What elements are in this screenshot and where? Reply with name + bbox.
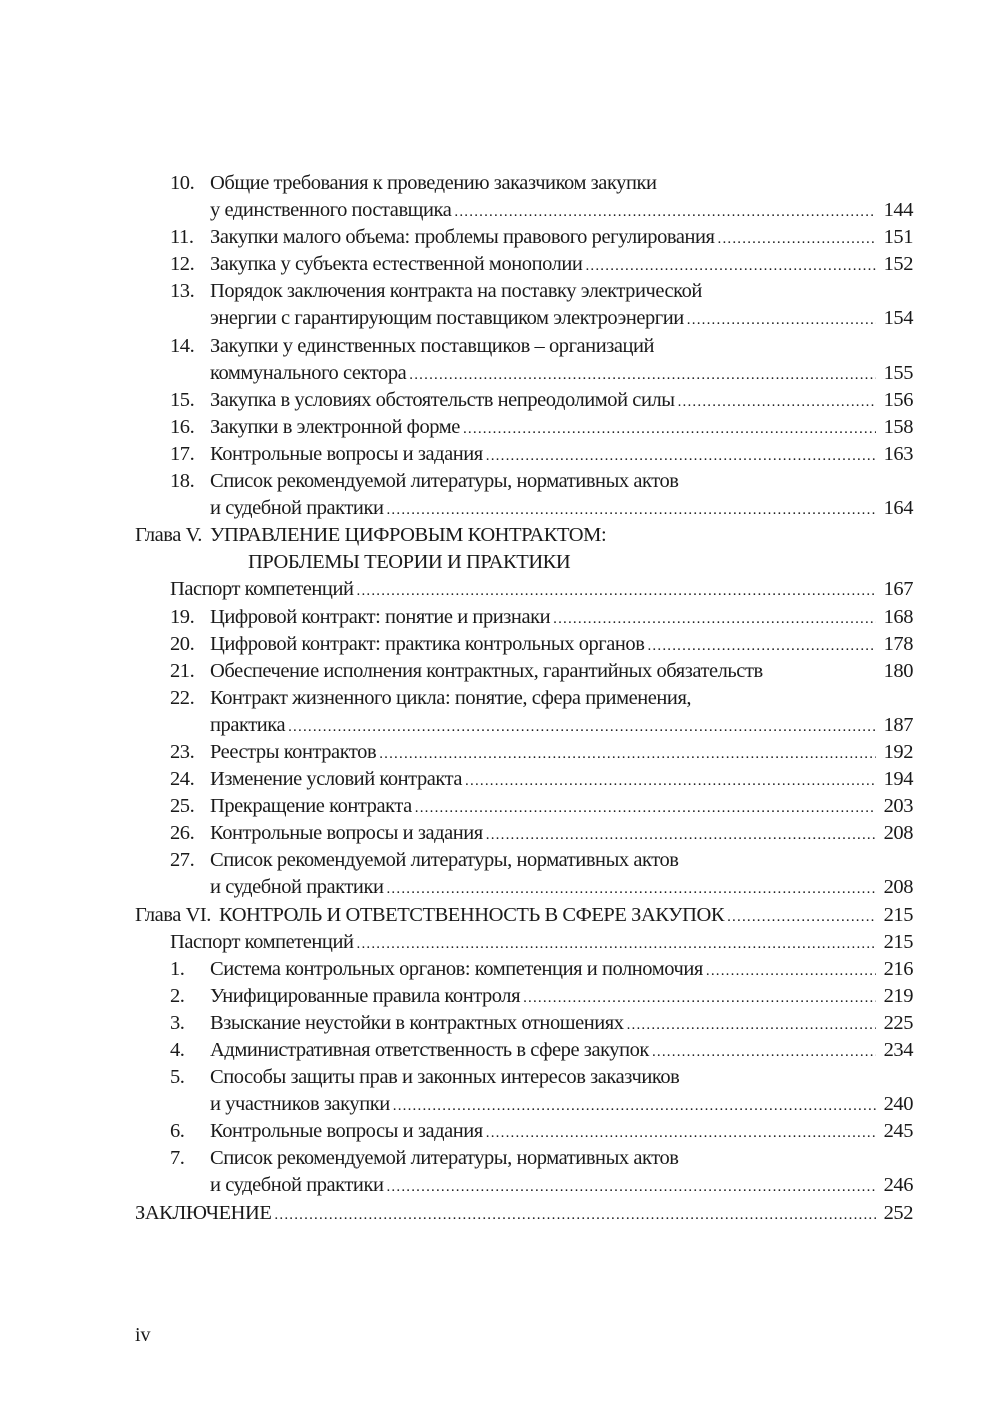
entry-number: 3.	[170, 1011, 185, 1034]
toc-entry[interactable]	[135, 387, 913, 414]
page-number-ref: 180	[883, 659, 913, 682]
entry-number: 26.	[170, 822, 195, 845]
page-number-ref: 164	[883, 497, 913, 520]
toc-entry[interactable]	[135, 333, 913, 387]
entry-title: Список рекомендуемой литературы, нормативных актов	[210, 1147, 679, 1170]
entry-number: 12.	[170, 253, 195, 276]
entry-number: 5.	[170, 1066, 185, 1089]
entry-number: 27.	[170, 849, 195, 872]
toc-line	[135, 712, 913, 739]
toc-line	[135, 874, 913, 901]
entry-title: Закупка в условиях обстоятельств непреодолимой силы	[210, 388, 675, 411]
dot-leader	[463, 416, 876, 443]
entry-title: ЗАКЛЮЧЕНИЕ	[135, 1201, 272, 1224]
page-number-ref: 156	[883, 388, 913, 411]
dot-leader	[386, 497, 876, 524]
page-number-ref: 246	[883, 1174, 913, 1197]
toc-entry[interactable]	[135, 1118, 913, 1145]
dot-leader	[647, 633, 876, 660]
entry-number: 17.	[170, 442, 195, 465]
entry-title: Реестры контрактов	[210, 740, 377, 763]
page-number: iv	[135, 1324, 151, 1346]
entry-title: Обеспечение исполнения контрактных, гарантийных обязательств	[210, 659, 763, 682]
page-number-ref: 163	[883, 442, 913, 465]
toc-line	[135, 685, 913, 712]
entry-title: Прекращение контракта	[210, 795, 412, 818]
toc-line	[135, 170, 913, 197]
entry-number: 24.	[170, 768, 195, 791]
toc-entry[interactable]	[135, 766, 913, 793]
toc-line	[135, 360, 913, 387]
page-number-ref: 158	[883, 415, 913, 438]
toc-line	[135, 956, 913, 983]
dot-leader	[386, 1174, 876, 1201]
toc-entry[interactable]	[135, 631, 913, 658]
page-number-ref: 208	[883, 822, 913, 845]
dot-leader	[706, 958, 876, 985]
dot-leader	[357, 578, 877, 605]
toc-line	[135, 1010, 913, 1037]
entry-number: 18.	[170, 470, 195, 493]
toc-entry[interactable]	[135, 929, 913, 956]
toc-entry[interactable]	[135, 251, 913, 278]
toc-line	[135, 549, 913, 576]
toc-line	[135, 441, 913, 468]
entry-title: Взыскание неустойки в контрактных отношениях	[210, 1011, 624, 1034]
entry-title: и участников закупки	[210, 1093, 390, 1116]
toc-line	[135, 847, 913, 874]
toc-entry[interactable]	[135, 170, 913, 224]
toc-entry[interactable]	[135, 983, 913, 1010]
page-number-ref: 167	[883, 578, 913, 601]
toc-entry[interactable]	[135, 576, 913, 603]
page-number-ref: 178	[883, 632, 913, 655]
table-of-contents	[135, 170, 913, 1227]
toc-line	[135, 658, 913, 685]
toc-line	[135, 1037, 913, 1064]
toc-chapter[interactable]	[135, 522, 913, 576]
toc-line	[135, 251, 913, 278]
toc-line	[135, 387, 913, 414]
entry-title: ПРОБЛЕМЫ ТЕОРИИ И ПРАКТИКИ	[248, 551, 571, 574]
toc-line	[135, 929, 913, 956]
page-number-ref: 192	[883, 740, 913, 763]
dot-leader	[727, 904, 876, 931]
page-number-ref: 151	[883, 226, 913, 249]
toc-line	[135, 1200, 913, 1227]
entry-number: 25.	[170, 795, 195, 818]
entry-title: КОНТРОЛЬ И ОТВЕТСТВЕННОСТЬ В СФЕРЕ ЗАКУПОК	[218, 903, 725, 926]
entry-number: 2.	[170, 984, 185, 1007]
entry-title: Контрольные вопросы и задания	[210, 1120, 483, 1143]
toc-entry[interactable]	[135, 1200, 913, 1227]
dot-leader	[486, 1120, 876, 1147]
entry-title: практика	[210, 713, 286, 736]
entry-title: Контрольные вопросы и задания	[210, 822, 483, 845]
dot-leader	[386, 876, 876, 903]
entry-number: 20.	[170, 632, 195, 655]
toc-line	[135, 766, 913, 793]
toc-line	[135, 1091, 913, 1118]
entry-number: 10.	[170, 172, 195, 194]
toc-line	[135, 414, 913, 441]
toc-line	[135, 495, 913, 522]
page-number-ref: 144	[883, 199, 913, 222]
dot-leader	[585, 253, 876, 280]
toc-entry[interactable]	[135, 820, 913, 847]
entry-title: УПРАВЛЕНИЕ ЦИФРОВЫМ КОНТРАКТОМ:	[209, 524, 607, 547]
toc-entry[interactable]	[135, 685, 913, 739]
toc-line	[135, 983, 913, 1010]
entry-number: 14.	[170, 334, 195, 357]
toc-entry[interactable]	[135, 468, 913, 522]
toc-line	[135, 468, 913, 495]
toc-line	[135, 902, 913, 929]
page-number-ref: 203	[883, 795, 913, 818]
toc-entry[interactable]	[135, 793, 913, 820]
entry-title: Закупка у субъекта естественной монополии	[210, 253, 583, 276]
entry-number: 22.	[170, 686, 195, 709]
entry-number: 15.	[170, 388, 195, 411]
dot-leader	[465, 768, 876, 795]
toc-entry[interactable]	[135, 414, 913, 441]
toc-line	[135, 793, 913, 820]
toc-line	[135, 1118, 913, 1145]
entry-number: 11.	[170, 226, 194, 249]
dot-leader	[379, 741, 876, 768]
toc-line	[135, 305, 913, 332]
dot-leader	[627, 1012, 876, 1039]
entry-title: Общие требования к проведению заказчиком закупки	[210, 172, 657, 194]
toc-line	[135, 739, 913, 766]
page-number-ref: 225	[883, 1011, 913, 1034]
page-number-ref: 152	[883, 253, 913, 276]
toc-entry[interactable]	[135, 441, 913, 468]
dot-leader	[274, 1202, 876, 1229]
toc-entry[interactable]	[135, 604, 913, 631]
toc-entry[interactable]	[135, 1037, 913, 1064]
entry-title: энергии с гарантирующим поставщиком электроэнергии	[210, 307, 684, 330]
dot-leader	[523, 985, 876, 1012]
page-number-ref: 216	[883, 957, 913, 980]
page-number-ref: 194	[883, 768, 913, 791]
page-number-ref: 155	[883, 361, 913, 384]
toc-line	[135, 278, 913, 305]
entry-title: Закупки малого объема: проблемы правового регулирования	[210, 226, 715, 249]
entry-title: Закупки в электронной форме	[210, 415, 460, 438]
toc-entry[interactable]	[135, 739, 913, 766]
dot-leader	[393, 1093, 876, 1120]
toc-line	[135, 576, 913, 603]
toc-line	[135, 522, 913, 549]
page-number-ref: 187	[883, 713, 913, 736]
entry-title: Список рекомендуемой литературы, нормативных актов	[210, 849, 679, 872]
dot-leader	[357, 931, 877, 958]
dot-leader	[652, 1039, 876, 1066]
dot-leader	[415, 795, 876, 822]
chapter-label: Глава V.	[135, 524, 202, 547]
toc-line	[135, 604, 913, 631]
page-number-ref: 234	[883, 1039, 913, 1061]
entry-number: 1.	[170, 957, 185, 980]
page-number-ref: 215	[883, 930, 913, 953]
entry-title: Система контрольных органов: компетенция и полномочия	[210, 957, 703, 980]
page-number-ref: 208	[883, 876, 913, 899]
page-number-ref: 168	[883, 605, 913, 628]
page-number-ref: 240	[883, 1093, 913, 1116]
dot-leader	[687, 307, 876, 334]
toc-entry[interactable]	[135, 224, 913, 251]
toc-line	[135, 333, 913, 360]
toc-line	[135, 820, 913, 847]
dot-leader	[288, 714, 876, 741]
page-number-ref: 219	[883, 984, 913, 1007]
toc-entry[interactable]	[135, 847, 913, 901]
toc-line	[135, 1172, 913, 1199]
toc-entry[interactable]	[135, 1145, 913, 1199]
dot-leader	[454, 199, 876, 226]
toc-entry[interactable]	[135, 278, 913, 332]
toc-entry[interactable]	[135, 658, 913, 685]
entry-number: 4.	[170, 1039, 185, 1061]
entry-title: Способы защиты прав и законных интересов заказчиков	[210, 1066, 680, 1089]
entry-title: и судебной практики	[210, 1174, 384, 1197]
entry-title: Контрольные вопросы и задания	[210, 442, 483, 465]
entry-title: коммунального сектора	[210, 361, 407, 384]
toc-chapter[interactable]	[135, 902, 913, 929]
entry-title: Цифровой контракт: понятие и признаки	[210, 605, 551, 628]
dot-leader	[486, 822, 876, 849]
entry-title: Контракт жизненного цикла: понятие, сфера применения,	[210, 686, 692, 709]
toc-entry[interactable]	[135, 956, 913, 983]
entry-title: Изменение условий контракта	[210, 768, 463, 791]
dot-leader	[678, 389, 876, 416]
toc-entry[interactable]	[135, 1064, 913, 1118]
entry-title: и судебной практики	[210, 497, 384, 520]
page-number-ref: 154	[883, 307, 913, 330]
entry-title: Порядок заключения контракта на поставку электрической	[210, 280, 702, 303]
entry-title: у единственного поставщика	[210, 199, 452, 222]
entry-number: 21.	[170, 659, 195, 682]
entry-number: 16.	[170, 415, 195, 438]
entry-title: Закупки у единственных поставщиков – организаций	[210, 334, 655, 357]
entry-title: Паспорт компетенций	[170, 578, 354, 601]
toc-line	[135, 631, 913, 658]
dot-leader	[718, 226, 877, 253]
entry-title: Унифицированные правила контроля	[210, 984, 521, 1007]
entry-number: 6.	[170, 1120, 185, 1143]
chapter-label: Глава VI.	[135, 903, 211, 926]
toc-line	[135, 197, 913, 224]
entry-title: Список рекомендуемой литературы, нормативных актов	[210, 470, 679, 493]
entry-number: 7.	[170, 1147, 185, 1170]
page-number-ref: 215	[883, 903, 913, 926]
dot-leader	[486, 443, 876, 470]
entry-title: Административная ответственность в сфере закупок	[210, 1039, 649, 1061]
page-number-ref: 245	[883, 1120, 913, 1143]
entry-title: и судебной практики	[210, 876, 384, 899]
entry-number: 13.	[170, 280, 195, 303]
entry-title: Паспорт компетенций	[170, 930, 354, 953]
dot-leader	[553, 606, 876, 633]
entry-title: Цифровой контракт: практика контрольных органов	[210, 632, 645, 655]
entry-number: 23.	[170, 740, 195, 763]
toc-line	[135, 1145, 913, 1172]
toc-entry[interactable]	[135, 1010, 913, 1037]
entry-number: 19.	[170, 605, 195, 628]
dot-leader	[409, 362, 876, 389]
toc-line	[135, 224, 913, 251]
toc-line	[135, 1064, 913, 1091]
page-number-ref: 252	[883, 1201, 913, 1224]
